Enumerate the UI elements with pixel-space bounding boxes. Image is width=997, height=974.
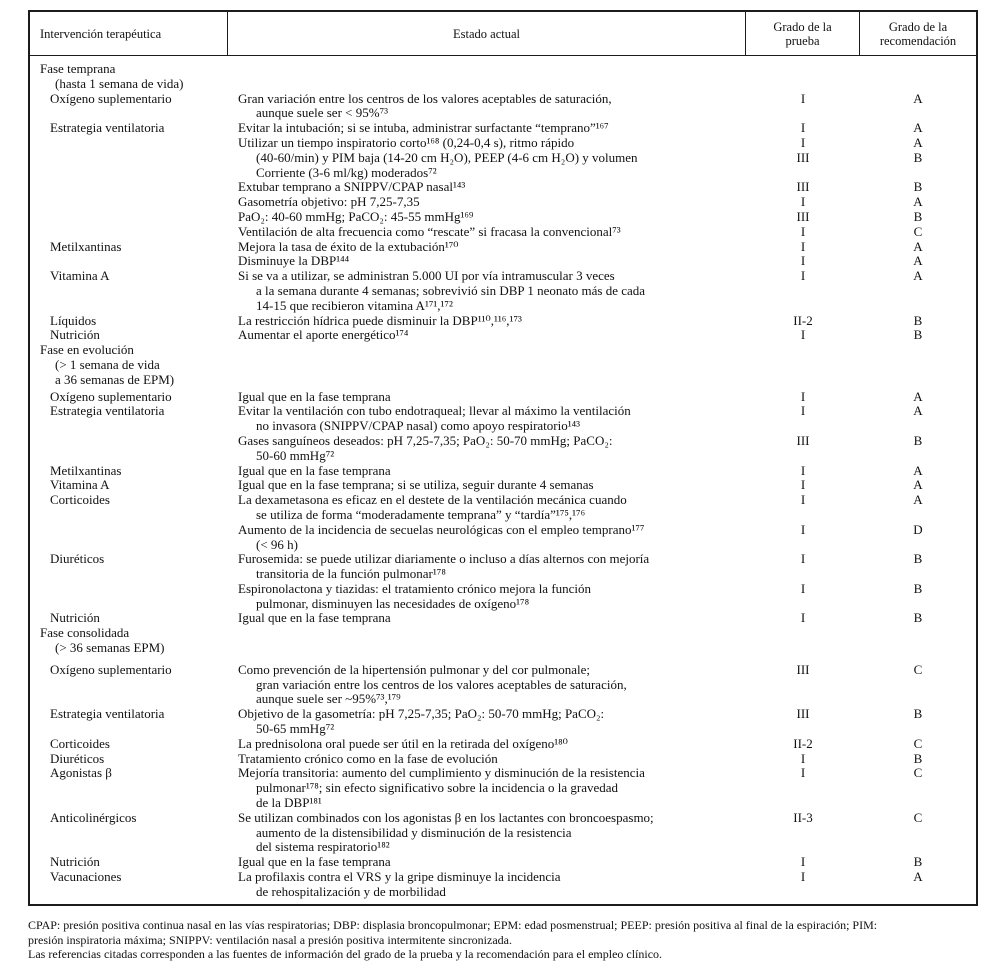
recommendation-grade-cell: B [913, 432, 923, 448]
evidence-grade-cell [746, 77, 860, 92]
table-row [30, 796, 976, 811]
status-cell: Extubar temprano a SNIPPV/CPAP nasal¹⁴³ [238, 179, 466, 195]
status-cell: Igual que en la fase temprana [238, 388, 391, 404]
evidence-grade-cell: I [800, 327, 806, 343]
intervention-cell: Nutrición [50, 327, 100, 343]
recommendation-grade-cell [860, 106, 976, 121]
table-row [30, 464, 976, 479]
table-row [30, 358, 976, 373]
evidence-grade-cell [746, 722, 860, 737]
col-header-grado-recomendacion: Grado de la recomendación [879, 19, 957, 48]
status-cell: Corriente (3-6 ml/kg) moderados⁷² [256, 164, 437, 180]
recommendation-grade-cell [860, 373, 976, 388]
intervention-cell: Metilxantinas [50, 238, 122, 254]
intervention-cell: Nutrición [50, 610, 100, 626]
evidence-grade-cell: I [800, 750, 806, 766]
intervention-cell [30, 678, 228, 693]
intervention-cell: Nutrición [50, 854, 100, 870]
recommendation-grade-cell [860, 626, 976, 641]
recommendation-grade-cell [860, 166, 976, 181]
recommendation-grade-cell: A [913, 134, 923, 150]
intervention-cell: Vitamina A [50, 268, 110, 284]
recommendation-grade-cell [860, 419, 976, 434]
status-cell: Objetivo de la gasometría: pH 7,25-7,35; PaO₂: 50-70 mmHg; PaCO₂: [238, 706, 605, 722]
table-body [30, 56, 976, 904]
evidence-grade-cell [746, 358, 860, 373]
intervention-cell: Vitamina A [50, 477, 110, 493]
recommendation-grade-cell: B [913, 327, 923, 343]
recommendation-grade-cell: C [913, 765, 923, 781]
recommendation-grade-cell [860, 538, 976, 553]
evidence-grade-cell [746, 373, 860, 388]
intervention-cell [30, 254, 228, 269]
table-row [30, 692, 976, 707]
recommendation-grade-cell: B [913, 149, 923, 165]
recommendation-grade-cell: B [913, 750, 923, 766]
table-row [30, 663, 976, 678]
status-cell [228, 626, 746, 641]
status-cell [228, 343, 746, 358]
recommendation-grade-cell [860, 567, 976, 582]
evidence-grade-cell [746, 885, 860, 900]
status-cell: pulmonar¹⁷⁸; sin efecto significativo sobre la incidencia o la gravedad [256, 780, 619, 796]
recommendation-grade-cell [860, 840, 976, 855]
table-row [30, 62, 976, 77]
recommendation-grade-cell: B [913, 179, 923, 195]
table-row [30, 885, 976, 900]
status-cell: aunque suele ser < 95%⁷³ [256, 105, 388, 121]
evidence-grade-cell: I [800, 477, 806, 493]
evidence-grade-cell [746, 62, 860, 77]
status-cell: Utilizar un tiempo inspiratorio corto¹⁶⁸ (0,24-0,4 s), ritmo rápido [238, 134, 575, 150]
recommendation-grade-cell [860, 796, 976, 811]
evidence-grade-cell: I [800, 238, 806, 254]
evidence-grade-cell: I [800, 610, 806, 626]
evidence-grade-cell [746, 343, 860, 358]
intervention-cell: Corticoides [50, 735, 110, 751]
evidence-grade-cell: I [800, 521, 806, 537]
recommendation-grade-cell: B [913, 580, 923, 596]
intervention-cell: Oxígeno suplementario [50, 388, 172, 404]
recommendation-grade-cell: D [913, 521, 923, 537]
table-row [30, 269, 976, 284]
table-row [30, 826, 976, 841]
table-row [30, 781, 976, 796]
intervention-cell [30, 781, 228, 796]
table-row [30, 166, 976, 181]
recommendation-grade-cell: C [913, 661, 923, 677]
table-row [30, 523, 976, 538]
status-cell: Aumento de la incidencia de secuelas neurológicas con el empleo temprano¹⁷⁷ [238, 521, 645, 537]
status-cell: Aumentar el aporte energético¹⁷⁴ [238, 327, 409, 343]
evidence-grade-cell: III [796, 179, 810, 195]
status-cell: Mejora la tasa de éxito de la extubación¹⁷⁰ [238, 238, 459, 254]
intervention-cell [30, 796, 228, 811]
intervention-cell: Vacunaciones [50, 869, 122, 885]
table-row [30, 611, 976, 626]
evidence-grade-cell [746, 781, 860, 796]
recommendation-grade-cell [860, 77, 976, 92]
table-row [30, 328, 976, 343]
status-cell [228, 77, 746, 92]
footnotes [28, 918, 994, 962]
table-row [30, 508, 976, 523]
recommendation-grade-cell: B [913, 208, 923, 224]
evidence-grade-cell: I [800, 462, 806, 478]
evidence-grade-cell [746, 538, 860, 553]
evidence-grade-cell [746, 796, 860, 811]
table-row [30, 855, 976, 870]
intervention-cell [30, 210, 228, 225]
intervention-cell: Diuréticos [50, 551, 105, 567]
intervention-cell [30, 885, 228, 900]
status-cell: (< 96 h) [256, 536, 298, 552]
recommendation-grade-cell: A [913, 120, 923, 136]
intervention-cell: a 36 semanas de EPM) [55, 371, 175, 387]
intervention-cell: Estrategia ventilatoria [50, 403, 165, 419]
intervention-cell: Fase en evolución [40, 342, 134, 358]
recommendation-grade-cell: A [913, 238, 923, 254]
status-cell: Igual que en la fase temprana [238, 610, 391, 626]
table-row [30, 449, 976, 464]
evidence-grade-cell [746, 419, 860, 434]
table-row [30, 419, 976, 434]
status-cell: Gasometría objetivo: pH 7,25-7,35 [238, 194, 420, 210]
table-row [30, 766, 976, 781]
intervention-cell [30, 692, 228, 707]
evidence-grade-cell: III [796, 661, 810, 677]
intervention-cell [30, 195, 228, 210]
intervention-cell [30, 508, 228, 523]
status-cell: La restricción hídrica puede disminuir la DBP¹¹⁰,¹¹⁶,¹⁷³ [238, 312, 522, 328]
evidence-grade-cell [746, 284, 860, 299]
evidence-grade-cell [746, 166, 860, 181]
status-cell: Evitar la ventilación con tubo endotraqueal; llevar al máximo la ventilación [238, 403, 631, 419]
recommendation-grade-cell [860, 641, 976, 656]
evidence-grade-cell: I [800, 765, 806, 781]
evidence-grade-cell: III [796, 706, 810, 722]
status-cell [228, 358, 746, 373]
recommendation-grade-cell: B [913, 854, 923, 870]
evidence-grade-cell [746, 641, 860, 656]
intervention-cell: Estrategia ventilatoria [50, 120, 165, 136]
intervention-cell: Líquidos [50, 312, 97, 328]
recommendation-grade-cell [860, 597, 976, 612]
intervention-cell: Fase temprana [40, 61, 116, 76]
status-cell: Igual que en la fase temprana [238, 462, 391, 478]
status-cell: La dexametasona es eficaz en el destete de la ventilación mecánica cuando [238, 492, 627, 508]
intervention-cell: Corticoides [50, 492, 110, 508]
evidence-grade-cell: I [800, 134, 806, 150]
evidence-grade-cell [746, 692, 860, 707]
table-row [30, 538, 976, 553]
evidence-grade-cell [746, 106, 860, 121]
status-cell: de rehospitalización y de morbilidad [256, 883, 446, 899]
recommendation-grade-cell: B [913, 551, 923, 567]
status-cell: PaO₂: 40-60 mmHg; PaCO₂: 45-55 mmHg¹⁶⁹ [238, 208, 474, 224]
evidence-grade-cell [746, 299, 860, 314]
table-row [30, 195, 976, 210]
status-cell: La prednisolona oral puede ser útil en la retirada del oxígeno¹⁸⁰ [238, 735, 568, 751]
status-cell: no invasora (SNIPPV/CPAP nasal) como apoyo respiratorio¹⁴³ [256, 418, 581, 434]
recommendation-grade-cell: A [913, 403, 923, 419]
status-cell: 50-65 mmHg⁷² [256, 721, 335, 737]
table-row [30, 870, 976, 885]
recommendation-grade-cell [860, 781, 976, 796]
recommendation-grade-cell [860, 722, 976, 737]
status-cell: Si se va a utilizar, se administran 5.000 UI por vía intramuscular 3 veces [238, 268, 615, 284]
recommendation-grade-cell: A [913, 253, 923, 269]
intervention-cell: Estrategia ventilatoria [50, 706, 165, 722]
table-row [30, 254, 976, 269]
status-cell: Tratamiento crónico como en la fase de evolución [238, 750, 498, 766]
evidence-grade-cell: I [800, 580, 806, 596]
evidence-grade-cell [746, 449, 860, 464]
evidence-grade-cell: I [800, 869, 806, 885]
evidence-grade-cell [746, 567, 860, 582]
evidence-grade-cell: I [800, 268, 806, 284]
intervention-cell [30, 151, 228, 166]
table-row [30, 180, 976, 195]
recommendation-grade-cell: A [913, 268, 923, 284]
table-row [30, 121, 976, 136]
col-header-estado-actual: Estado actual [228, 12, 746, 55]
intervention-cell: Metilxantinas [50, 462, 122, 478]
intervention-cell [30, 136, 228, 151]
recommendation-grade-cell: A [913, 194, 923, 210]
evidence-grade-cell: I [800, 403, 806, 419]
evidence-grade-cell [746, 508, 860, 523]
intervention-cell: Fase consolidada [40, 625, 130, 641]
recommendation-grade-cell [860, 343, 976, 358]
intervention-cell: (hasta 1 semana de vida) [55, 75, 184, 91]
table-row [30, 390, 976, 405]
table-row [30, 752, 976, 767]
table-row [30, 626, 976, 641]
status-cell: Espironolactona y tiazidas: el tratamiento crónico mejora la función [238, 580, 592, 596]
recommendation-grade-cell [860, 284, 976, 299]
table-row [30, 284, 976, 299]
status-cell: del sistema respiratorio¹⁸² [256, 839, 390, 855]
status-cell: se utiliza de forma “moderadamente temprana” y “tardía”¹⁷⁵,¹⁷⁶ [256, 506, 586, 522]
status-cell [228, 62, 746, 77]
table-row [30, 77, 976, 92]
interventions-table [28, 10, 978, 906]
table-row [30, 493, 976, 508]
table-row [30, 722, 976, 737]
table-row [30, 92, 976, 107]
col-header-intervencion-terapeutica: Intervención terapéutica [30, 12, 228, 55]
status-cell: Evitar la intubación; si se intuba, administrar surfactante “temprano”¹⁶⁷ [238, 120, 609, 136]
intervention-cell [30, 419, 228, 434]
intervention-cell: Anticolinérgicos [50, 809, 137, 825]
status-cell: Gases sanguíneos deseados: pH 7,25-7,35; PaO₂: 50-70 mmHg; PaCO₂: [238, 432, 613, 448]
recommendation-grade-cell: B [913, 610, 923, 626]
status-cell: Ventilación de alta frecuencia como “rescate” si fracasa la convencional⁷³ [238, 223, 621, 239]
recommendation-grade-cell: B [913, 312, 923, 328]
intervention-cell [30, 538, 228, 553]
status-cell: gran variación entre los centros de los valores aceptables de saturación, [256, 676, 627, 692]
evidence-grade-cell: III [796, 149, 810, 165]
table-row [30, 434, 976, 449]
status-cell: Mejoría transitoria: aumento del cumplimiento y disminución de la resistencia [238, 765, 645, 781]
recommendation-grade-cell: C [913, 223, 923, 239]
status-cell: aumento de la distensibilidad y disminución de la resistencia [256, 824, 572, 840]
table-row [30, 225, 976, 240]
status-cell: Disminuye la DBP¹⁴⁴ [238, 253, 350, 269]
table-row [30, 314, 976, 329]
status-cell: (40-60/min) y PIM baja (14-20 cm H₂O), PEEP (4-6 cm H₂O) y volumen [256, 149, 638, 165]
table-row [30, 210, 976, 225]
evidence-grade-cell: I [800, 194, 806, 210]
evidence-grade-cell: I [800, 90, 806, 106]
recommendation-grade-cell: A [913, 90, 923, 106]
intervention-cell [30, 434, 228, 449]
evidence-grade-cell [746, 840, 860, 855]
intervention-cell: (> 36 semanas EPM) [55, 640, 165, 656]
status-cell: Gran variación entre los centros de los valores aceptables de saturación, [238, 90, 612, 106]
table-header-row [30, 12, 976, 56]
table-row [30, 240, 976, 255]
recommendation-grade-cell [860, 449, 976, 464]
status-cell [228, 373, 746, 388]
intervention-cell: (> 1 semana de vida [55, 356, 160, 372]
recommendation-grade-cell [860, 678, 976, 693]
table-row [30, 811, 976, 826]
intervention-cell [30, 826, 228, 841]
intervention-cell [30, 722, 228, 737]
recommendation-grade-cell: A [913, 869, 923, 885]
intervention-cell [30, 567, 228, 582]
evidence-grade-cell: II-2 [793, 735, 813, 751]
status-cell: pulmonar, disminuyen las necesidades de oxígeno¹⁷⁸ [256, 595, 530, 611]
recommendation-grade-cell: A [913, 492, 923, 508]
table-row [30, 840, 976, 855]
recommendation-grade-cell: A [913, 477, 923, 493]
evidence-grade-cell: III [796, 208, 810, 224]
table-row [30, 299, 976, 314]
intervention-cell [30, 106, 228, 121]
evidence-grade-cell: II-3 [793, 809, 813, 825]
status-cell: 14-15 que recibieron vitamina A¹⁷¹,¹⁷² [256, 297, 453, 313]
intervention-cell [30, 597, 228, 612]
evidence-grade-cell [746, 597, 860, 612]
status-cell: Igual que en la fase temprana [238, 854, 391, 870]
status-cell: aunque suele ser ~95%⁷³,¹⁷⁹ [256, 691, 401, 707]
intervention-cell [30, 299, 228, 314]
table-row [30, 707, 976, 722]
recommendation-grade-cell [860, 508, 976, 523]
recommendation-grade-cell [860, 299, 976, 314]
intervention-cell [30, 180, 228, 195]
evidence-grade-cell [746, 826, 860, 841]
intervention-cell [30, 523, 228, 538]
intervention-cell: Agonistas β [50, 765, 112, 781]
table-row [30, 136, 976, 151]
evidence-grade-cell: I [800, 551, 806, 567]
table-row [30, 552, 976, 567]
table-row [30, 582, 976, 597]
recommendation-grade-cell [860, 358, 976, 373]
intervention-cell [30, 166, 228, 181]
recommendation-grade-cell [860, 62, 976, 77]
col-header-grado-prueba: Grado de la prueba [746, 12, 860, 55]
status-cell: de la DBP¹⁸¹ [256, 795, 322, 811]
table-row [30, 343, 976, 358]
recommendation-grade-cell: C [913, 735, 923, 751]
recommendation-grade-cell [860, 885, 976, 900]
table-row [30, 106, 976, 121]
footnote-abbreviations-line-2: presión inspiratoria máxima; SNIPPV: ventilación nasal a presión positiva intermitente sincronizada. [28, 932, 512, 947]
footnote-references-note: Las referencias citadas corresponden a las fuentes de información del grado de la prueba y la recomendación para el empleo clínico. [28, 947, 663, 962]
status-cell: transitoria de la función pulmonar¹⁷⁸ [256, 566, 446, 582]
recommendation-grade-cell [860, 826, 976, 841]
evidence-grade-cell: III [796, 432, 810, 448]
status-cell: Como prevención de la hipertensión pulmonar y del cor pulmonale; [238, 661, 590, 677]
status-cell: Furosemida: se puede utilizar diariamente o incluso a días alternos con mejoría [238, 551, 650, 567]
table-row [30, 151, 976, 166]
status-cell [228, 641, 746, 656]
intervention-cell [30, 582, 228, 597]
table-row [30, 678, 976, 693]
intervention-cell [30, 284, 228, 299]
table-row [30, 373, 976, 388]
status-cell: a la semana durante 4 semanas; sobrevivió sin DBP 1 neonato más de cada [256, 282, 646, 298]
recommendation-grade-cell: C [913, 809, 923, 825]
intervention-cell [30, 449, 228, 464]
evidence-grade-cell: I [800, 492, 806, 508]
table-row [30, 737, 976, 752]
status-cell: Igual que en la fase temprana; si se utiliza, seguir durante 4 semanas [238, 477, 594, 493]
status-cell: Se utilizan combinados con los agonistas β en los lactantes con broncoespasmo; [238, 809, 654, 825]
evidence-grade-cell: I [800, 854, 806, 870]
evidence-grade-cell: I [800, 120, 806, 136]
recommendation-grade-cell [860, 692, 976, 707]
recommendation-grade-cell: A [913, 388, 923, 404]
evidence-grade-cell: II-2 [793, 312, 813, 328]
evidence-grade-cell [746, 678, 860, 693]
table-row [30, 567, 976, 582]
recommendation-grade-cell: B [913, 706, 923, 722]
intervention-cell: Diuréticos [50, 750, 105, 766]
evidence-grade-cell [746, 626, 860, 641]
evidence-grade-cell: I [800, 388, 806, 404]
recommendation-grade-cell: A [913, 462, 923, 478]
intervention-cell [30, 225, 228, 240]
intervention-cell: Oxígeno suplementario [50, 661, 172, 677]
intervention-cell [30, 840, 228, 855]
evidence-grade-cell: I [800, 223, 806, 239]
table-row [30, 597, 976, 612]
intervention-cell: Oxígeno suplementario [50, 90, 172, 106]
status-cell: La profilaxis contra el VRS y la gripe disminuye la incidencia [238, 869, 561, 885]
evidence-grade-cell: I [800, 253, 806, 269]
status-cell: 50-60 mmHg⁷² [256, 447, 335, 463]
table-row [30, 404, 976, 419]
table-row [30, 641, 976, 656]
footnote-abbreviations-line-1: CPAP: presión positiva continua nasal en las vías respiratorias; DBP: displasia broncopulmonar; EPM: edad posmenstrual; PEEP: presión positiva al final de la espiración; PIM: [28, 918, 878, 932]
table-row [30, 478, 976, 493]
